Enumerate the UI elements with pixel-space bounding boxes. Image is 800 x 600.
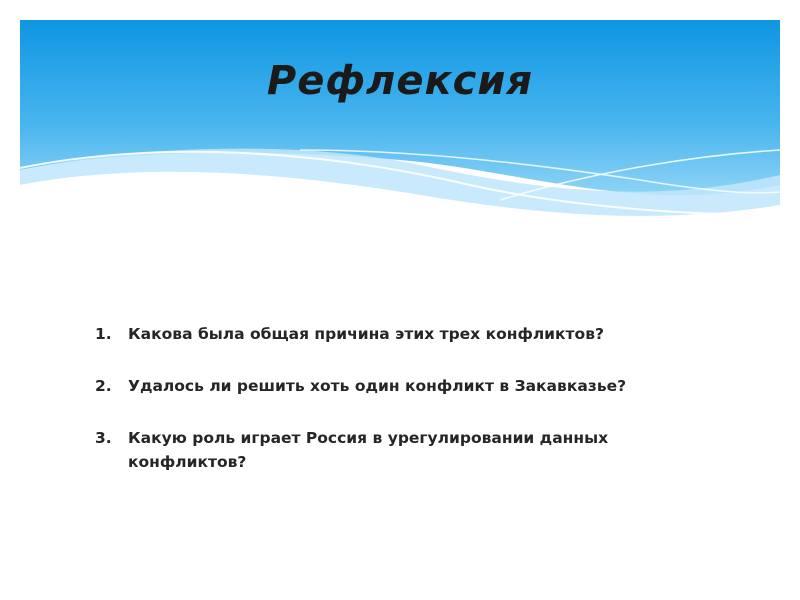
list-item-text: Какую роль играет Россия в урегулировании данных конфликтов? [128, 429, 609, 471]
header-wave-background [0, 0, 800, 240]
list-item [90, 322, 690, 346]
list-item-text: Удалось ли решить хоть один конфликт в Закавказье? [128, 377, 627, 395]
list-item-number: 3. [95, 429, 112, 447]
slide-title: Рефлексия [266, 58, 534, 104]
list-item [90, 374, 690, 398]
question-list [90, 322, 690, 502]
list-item-number: 1. [95, 325, 112, 343]
list-item-number: 2. [95, 377, 112, 395]
list-item-text: Какова была общая причина этих трех конфликтов? [128, 325, 604, 343]
list-item [90, 426, 690, 474]
